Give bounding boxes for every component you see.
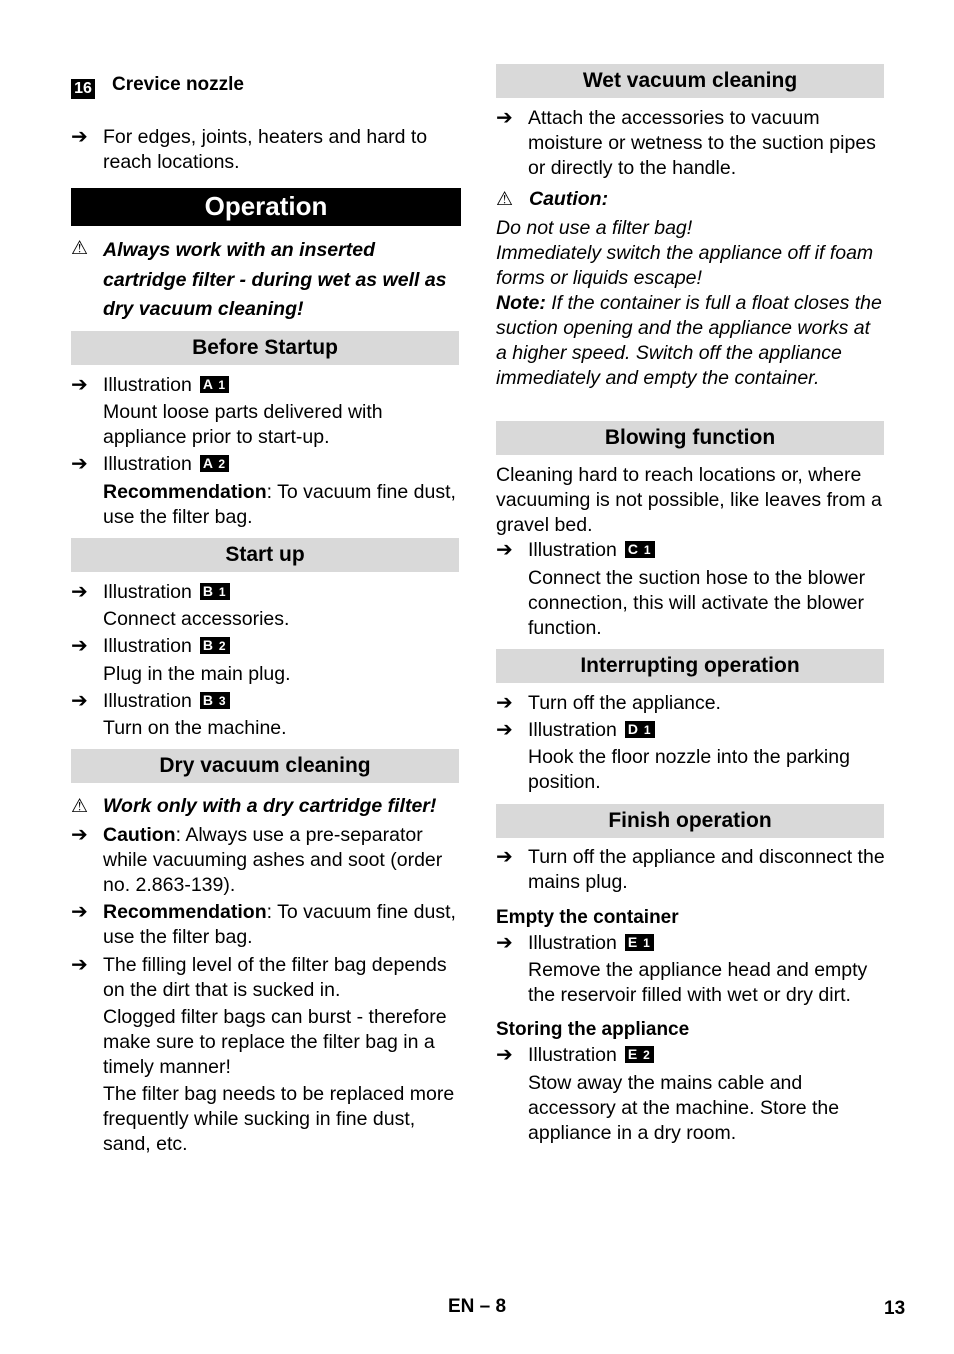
empty-illustration-e1: Illustration E 1 [528,931,886,956]
empty-text: Remove the appliance head and empty the reservoir filled with wet or dry dirt. [528,959,868,1006]
before-startup-illustration-a1: Illustration A 1 [103,373,461,398]
storing-heading: Storing the appliance [496,1019,690,1040]
interrupt-illustration-d1: Illustration D 1 [528,718,886,743]
wet-vacuum-heading: Wet vacuum cleaning [496,64,884,98]
start-up-text-1: Connect accessories. [103,608,290,630]
operation-warning: Always work with an inserted cartridge filter - during wet as well as dry vacuum cleaning! [103,239,447,320]
footer-page-label: EN – 8 [448,1296,507,1317]
illustration-badge: D 1 [625,721,655,738]
blowing-illustration-c1: Illustration C 1 [528,538,886,563]
storing-illustration-e2: Illustration E 2 [528,1043,886,1068]
interrupting-operation-heading: Interrupting operation [496,649,884,683]
storing-text: Stow away the mains cable and accessory at the machine. Store the appliance in a dry room. [528,1072,840,1144]
start-up-illustration-b3: Illustration B 3 [103,689,461,714]
finish-text: Turn off the appliance and disconnect the mains plug. [528,846,885,893]
arrow-right-icon: ➔ [71,581,88,603]
blowing-text: Connect the suction hose to the blower connection, this will activate the blower function. [528,567,866,639]
arrow-right-icon: ➔ [71,453,88,475]
dry-recommendation: Recommendation: To vacuum fine dust, use the filter bag. [103,901,456,948]
illustration-badge: B 2 [200,637,230,654]
before-startup-illustration-a2: Illustration A 2 [103,452,461,477]
before-startup-recommendation: Recommendation: To vacuum fine dust, use the filter bag. [103,481,456,528]
arrow-right-icon: ➔ [496,932,513,954]
illustration-badge: C 1 [625,541,655,558]
blowing-function-heading: Blowing function [496,421,884,455]
warning-triangle-icon: ⚠ [496,189,514,210]
warning-triangle-icon: ⚠ [71,796,89,817]
arrow-right-icon: ➔ [71,954,88,976]
arrow-right-icon: ➔ [71,901,88,923]
arrow-right-icon: ➔ [496,1044,513,1066]
arrow-right-icon: ➔ [71,824,88,846]
footer-page-number: 13 [884,1298,906,1319]
wet-note: Note: If the container is full a float closes the suction opening and the appliance works at a higher speed. Switch off the appliance immediately and empty the container. [496,292,882,389]
start-up-text-3: Turn on the machine. [103,717,287,739]
illustration-badge: B 3 [200,692,230,709]
finish-operation-heading: Finish operation [496,804,884,838]
dry-caution: Caution: Always use a pre-separator while vacuuming ashes and soot (order no. 2.863-139). [103,824,443,896]
arrow-right-icon: ➔ [71,690,88,712]
dry-fill-level: The filling level of the filter bag depends on the dirt that is sucked in. [103,954,447,1001]
before-startup-text: Mount loose parts delivered with appliance prior to start-up. [103,401,383,448]
crevice-nozzle-title: Crevice nozzle [112,74,244,95]
arrow-right-icon: ➔ [496,107,513,129]
arrow-right-icon: ➔ [496,692,513,714]
arrow-right-icon: ➔ [71,126,88,148]
illustration-badge: A 1 [200,376,229,393]
wet-caution-line-2: Immediately switch the appliance off if foam forms or liquids escape! [496,242,874,289]
interrupt-text-2: Hook the floor nozzle into the parking position. [528,746,850,793]
illustration-badge: E 2 [625,1046,654,1063]
warning-triangle-icon: ⚠ [71,238,89,259]
crevice-text: For edges, joints, heaters and hard to reach locations. [103,126,428,173]
wet-text: Attach the accessories to vacuum moisture or wetness to the suction pipes or directly to the handle. [528,107,876,179]
dry-replace-note: The filter bag needs to be replaced more frequently while sucking in fine dust, sand, etc. [103,1083,455,1155]
illustration-badge: E 1 [625,934,654,951]
item-number-badge: 16 [71,79,95,99]
dry-vacuum-heading: Dry vacuum cleaning [71,749,459,783]
start-up-illustration-b2: Illustration B 2 [103,634,461,659]
arrow-right-icon: ➔ [496,539,513,561]
before-startup-heading: Before Startup [71,331,459,365]
operation-heading: Operation [71,188,461,226]
interrupt-text-1: Turn off the appliance. [528,692,721,714]
dry-clog-warning: Clogged filter bags can burst - therefore make sure to replace the filter bag in a timely manner! [103,1006,447,1078]
blowing-intro: Cleaning hard to reach locations or, where vacuuming is not possible, like leaves from a gravel bed. [496,464,882,536]
illustration-badge: A 2 [200,455,229,472]
start-up-text-2: Plug in the main plug. [103,663,291,685]
wet-caution-label: Caution: [529,188,609,210]
arrow-right-icon: ➔ [71,635,88,657]
illustration-badge: B 1 [200,583,230,600]
start-up-heading: Start up [71,538,459,572]
arrow-right-icon: ➔ [71,374,88,396]
arrow-right-icon: ➔ [496,719,513,741]
wet-caution-line-1: Do not use a filter bag! [496,217,693,239]
dry-warning: Work only with a dry cartridge filter! [103,795,437,817]
start-up-illustration-b1: Illustration B 1 [103,580,461,605]
empty-container-heading: Empty the container [496,907,679,928]
arrow-right-icon: ➔ [496,846,513,868]
